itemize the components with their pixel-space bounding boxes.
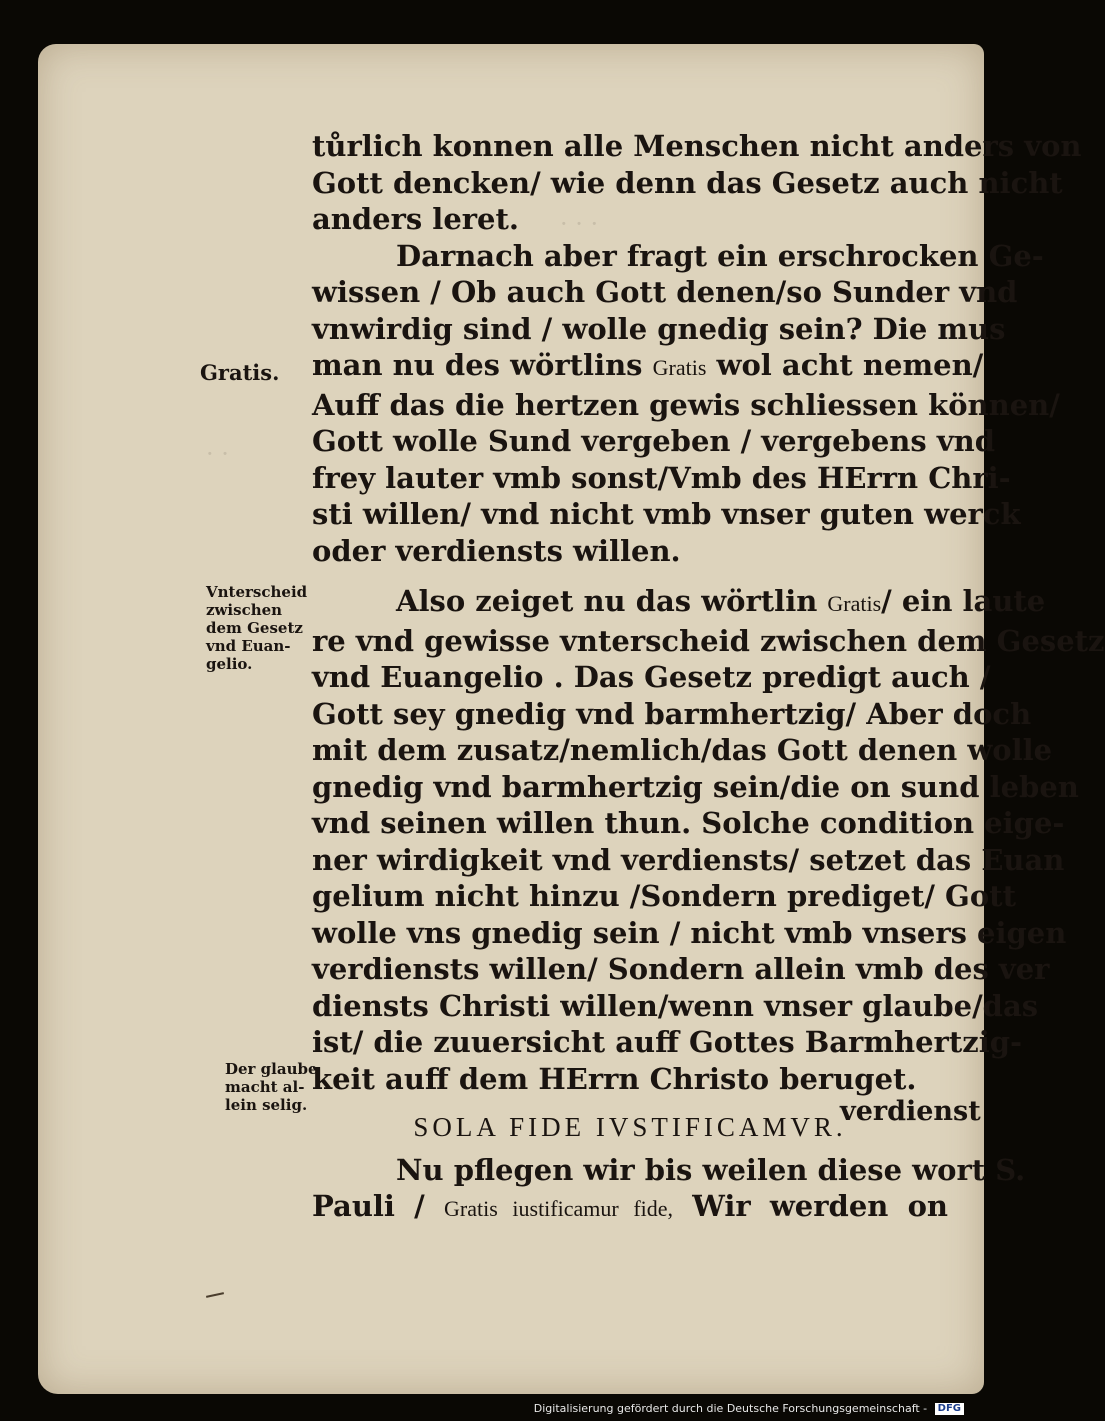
margin-note-line: gelio. (206, 655, 253, 673)
text-line: keit auff dem HErrn Christo beruget. (312, 1061, 917, 1096)
text-fragment: Wir werden on (692, 1189, 949, 1223)
margin-note-line: dem Gesetz (206, 619, 303, 637)
paragraph-gap (312, 569, 948, 583)
text-line: wolle vns gnedig sein / nicht vmb vnsers eigen (312, 915, 1067, 950)
text-fragment: man nu des wörtlins (312, 348, 643, 382)
text-fragment: / ein laute (881, 584, 1046, 618)
text-line: ner wirdigkeit vnd verdiensts/ setzet das Euan (312, 842, 1065, 877)
text-line: verdiensts willen/ Sondern allein vmb des ver (312, 952, 1050, 986)
dfg-logo-icon: DFG (935, 1403, 964, 1415)
text-line: re vnd gewisse vnterscheid zwischen dem Gesetz (312, 623, 1105, 658)
text-line: anders leret. (312, 202, 519, 236)
margin-note-glaube (225, 1060, 318, 1114)
margin-note-line: macht al- (225, 1078, 305, 1096)
text-fragment: Pauli / (312, 1189, 425, 1223)
margin-note-line: Der glaube (225, 1060, 318, 1078)
text-line: vnd Euangelio . Das Gesetz predigt auch / (312, 660, 991, 694)
text-line: mit dem zusatz/nemlich/das Gott denen wolle (312, 733, 1053, 767)
text-line: gnedig vnd barmhertzig sein/die on sund leben (312, 769, 1079, 804)
text-line: wissen / Ob auch Gott denen/so Sunder vnd (312, 275, 1018, 309)
text-line: Gott wolle Sund vergeben / vergebens vnd (312, 424, 996, 458)
text-line: tůrlich konnen alle Menschen nicht anders von (312, 129, 1082, 163)
text-line: frey lauter vmb sonst/Vmb des HErrn Chri- (312, 460, 1011, 495)
text-line (312, 1188, 948, 1228)
latin-word: Gratis (827, 591, 882, 616)
margin-note-gratis: Gratis. (200, 360, 280, 385)
text-line (312, 347, 984, 387)
margin-note-line: Vnterscheid (206, 583, 308, 601)
catchword: verdienst (840, 1096, 981, 1127)
margin-note-line: zwischen (206, 601, 283, 619)
text-line: Auff das die hertzen gewis schliessen können/ (312, 387, 1060, 422)
main-text-block (312, 128, 1105, 1228)
section-heading: SOLA FIDE IVSTIFICAMVR. (413, 1112, 847, 1142)
text-line: Darnach aber fragt ein erschrocken Ge- (396, 238, 1044, 273)
latin-word: Gratis (652, 355, 707, 380)
text-line: ist/ die zuuersicht auff Gottes Barmhertzig- (312, 1025, 1023, 1059)
text-line: Gott sey gnedig vnd barmhertzig/ Aber doch (312, 696, 1032, 731)
text-line: Gott dencken/ wie denn das Gesetz auch nicht (312, 165, 1063, 200)
text-line: oder verdiensts willen. (312, 533, 681, 568)
text-line: diensts Christi willen/wenn vnser glaube/das (312, 988, 1039, 1023)
text-line: vnwirdig sind / wolle gnedig sein? Die mus (312, 311, 1006, 346)
margin-note-line: vnd Euan- (206, 637, 291, 655)
text-line: Nu pflegen wir bis weilen diese wort S. (396, 1152, 1026, 1187)
text-fragment: Also zeiget nu das wörtlin (396, 584, 818, 618)
margin-note-line: lein selig. (225, 1096, 308, 1114)
text-line: gelium nicht hinzu /Sondern prediget/ Gott (312, 879, 1016, 913)
margin-note-unterscheid (206, 583, 307, 673)
latin-phrase: Gratis iustificamur fide, (444, 1196, 674, 1221)
text-line: vnd seinen willen thun. Solche condition eige- (312, 806, 1065, 840)
footer-text: Digitalisierung gefördert durch die Deutsche Forschungsgemeinschaft - (533, 1402, 928, 1415)
digitization-footer (534, 1402, 964, 1415)
text-line: sti willen/ vnd nicht vmb vnser guten werck (312, 497, 1021, 531)
text-line (312, 583, 1046, 623)
text-fragment: wol acht nemen/ (716, 348, 984, 382)
